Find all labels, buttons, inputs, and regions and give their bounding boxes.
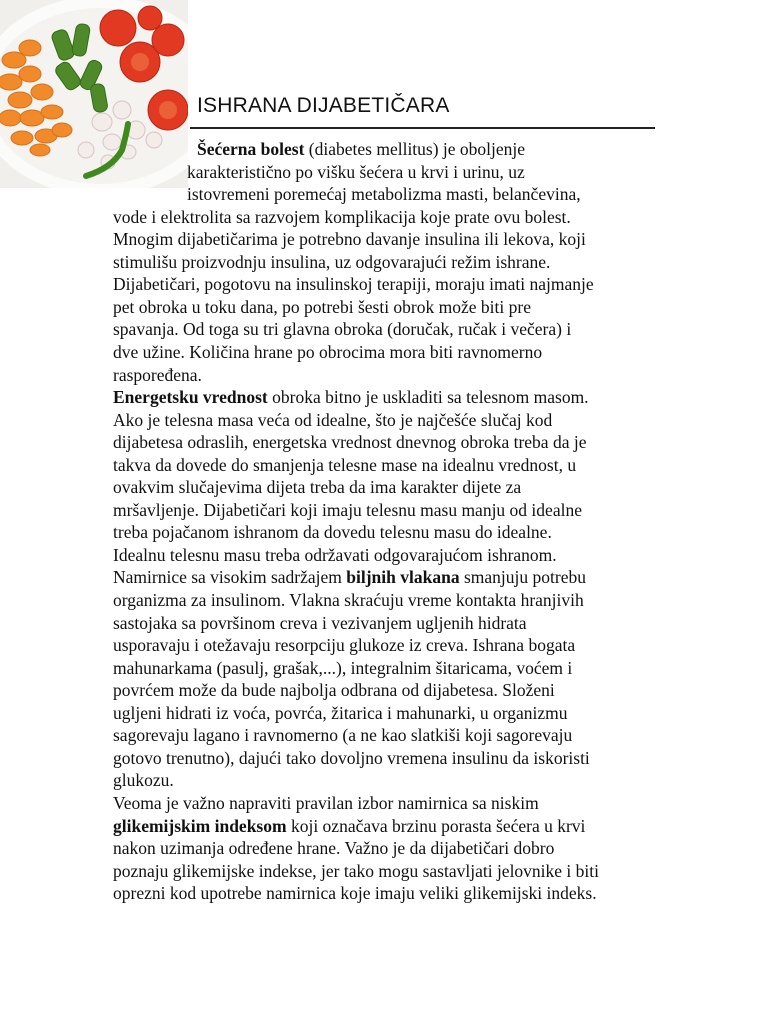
text-line xyxy=(113,228,586,251)
text-run: (diabetes mellitus) je oboljenje xyxy=(304,139,526,159)
text-run: obroka bitno je uskladiti sa telesnom masom. xyxy=(267,387,589,408)
bold-term: glikemijskim indeksom xyxy=(113,815,287,836)
text-run: Dijabetičari, pogotovu na insulinskoj terapiji, moraju imati najmanje xyxy=(113,274,594,295)
text-run: raspoređena. xyxy=(113,364,202,385)
page-title: ISHRANA DIJABETIČARA xyxy=(197,94,450,117)
title-divider xyxy=(190,127,655,129)
text-line xyxy=(113,612,527,635)
text-run: Namirnice sa visokim sadržajem xyxy=(113,567,347,588)
text-run: usporavaju i otežavaju resorpciju glukoze iz creva. Ishrana bogata xyxy=(113,635,576,656)
text-line xyxy=(113,702,568,725)
text-line xyxy=(113,499,582,522)
bold-term: Šećerna bolest xyxy=(197,139,305,159)
text-run: spavanja. Od toga su tri glavna obroka (doručak, ručak i večera) i xyxy=(113,319,572,340)
text-run: dijabetesa odraslih, energetska vrednost dnevnog obroka treba da je xyxy=(113,432,587,453)
text-line xyxy=(113,882,597,905)
text-run: oprezni kod upotrebe namirnica koje imaju veliki glikemijski indeks. xyxy=(113,883,597,904)
text-line xyxy=(113,206,571,229)
text-line xyxy=(113,251,550,274)
text-run: sagorevaju lagano i ravnomerno (a ne kao slatkiši koji sagorevaju xyxy=(113,725,573,746)
text-line xyxy=(113,657,572,680)
text-line xyxy=(113,747,590,770)
text-line xyxy=(113,634,575,657)
text-run: vode i elektrolita sa razvojem komplikacija koje prate ovu bolest. xyxy=(113,206,571,227)
text-line xyxy=(187,183,581,206)
text-line xyxy=(113,679,555,702)
text-line xyxy=(113,792,539,815)
text-line xyxy=(113,273,594,296)
text-line xyxy=(113,566,586,589)
text-run: istovremeni poremećaj metabolizma masti, belančevina, xyxy=(187,184,581,205)
text-line xyxy=(197,138,525,161)
text-run: smanjuju potrebu xyxy=(459,567,586,588)
text-run: glukozu. xyxy=(113,770,174,791)
text-line xyxy=(113,431,586,454)
text-run: gotovo trenutno), dajući tako dovoljno vremena insulinu da iskoristi xyxy=(113,747,590,768)
text-run: Idealnu telesnu masu treba održavati odgovarajućom ishranom. xyxy=(113,544,557,565)
text-run: ovakvim slučajevima dijeta treba da ima karakter dijete za xyxy=(113,477,522,498)
text-line xyxy=(113,724,572,747)
text-run: poznaju glikemijske indekse, jer tako mogu sastavljati jelovnike i biti xyxy=(113,860,600,881)
text-line xyxy=(187,161,525,184)
text-line xyxy=(113,860,599,883)
text-run: mahunarkama (pasulj, grašak,...), integralnim šitaricama, voćem i xyxy=(113,657,573,678)
text-run: koji označava brzinu porasta šećera u krvi xyxy=(286,815,586,836)
text-run: nakon uzimanja određene hrane. Važno je da dijabetičari dobro xyxy=(113,838,555,859)
text-line xyxy=(113,386,589,409)
text-run: dve užine. Količina hrane po obrocima mora biti ravnomerno xyxy=(113,341,543,362)
text-line xyxy=(113,769,174,792)
text-line xyxy=(113,521,552,544)
text-run: treba pojačanom ishranom da dovedu telesnu masu do idealne. xyxy=(113,522,552,543)
text-line xyxy=(113,364,202,387)
text-line xyxy=(113,296,531,319)
text-run: Ako je telesna masa veća od idealne, što je najčešće slučaj kod xyxy=(113,409,553,430)
text-run: Veoma je važno napraviti pravilan izbor namirnica sa niskim xyxy=(113,792,539,813)
text-run: povrćem može da bude najbolja odbrana od dijabetesa. Složeni xyxy=(113,680,555,701)
text-line xyxy=(113,476,521,499)
text-line xyxy=(113,454,576,477)
text-line xyxy=(113,815,585,838)
text-line xyxy=(113,589,584,612)
bold-term: biljnih vlakana xyxy=(346,567,460,588)
text-run: ugljeni hidrati iz voća, povrća, žitarica i mahunarki, u organizmu xyxy=(113,702,568,723)
text-run: Mnogim dijabetičarima je potrebno davanje insulina ili lekova, koji xyxy=(113,229,586,250)
bold-term: Energetsku vrednost xyxy=(113,387,268,408)
vegetable-plate-photo xyxy=(0,0,188,188)
text-run: pet obroka u toku dana, po potrebi šesti obrok može biti pre xyxy=(113,296,531,317)
text-run: sastojaka sa površinom creva i vezivanjem ugljenih hidrata xyxy=(113,612,527,633)
text-line xyxy=(113,318,571,341)
text-run: takva da dovede do smanjenja telesne mase na idealnu vrednost, u xyxy=(113,454,577,475)
text-line xyxy=(113,837,554,860)
text-run: stimulišu proizvodnju insulina, uz odgovarajući režim ishrane. xyxy=(113,251,551,272)
text-run: karakteristično po višku šećera u krvi i urinu, uz xyxy=(187,161,525,182)
text-run: organizma za insulinom. Vlakna skraćuju vreme kontakta hranjivih xyxy=(113,590,584,610)
text-run: mršavljenje. Dijabetičari koji imaju telesnu masu manju od idealne xyxy=(113,499,582,520)
text-line xyxy=(113,341,542,364)
text-line xyxy=(113,544,557,567)
text-line xyxy=(113,409,552,432)
